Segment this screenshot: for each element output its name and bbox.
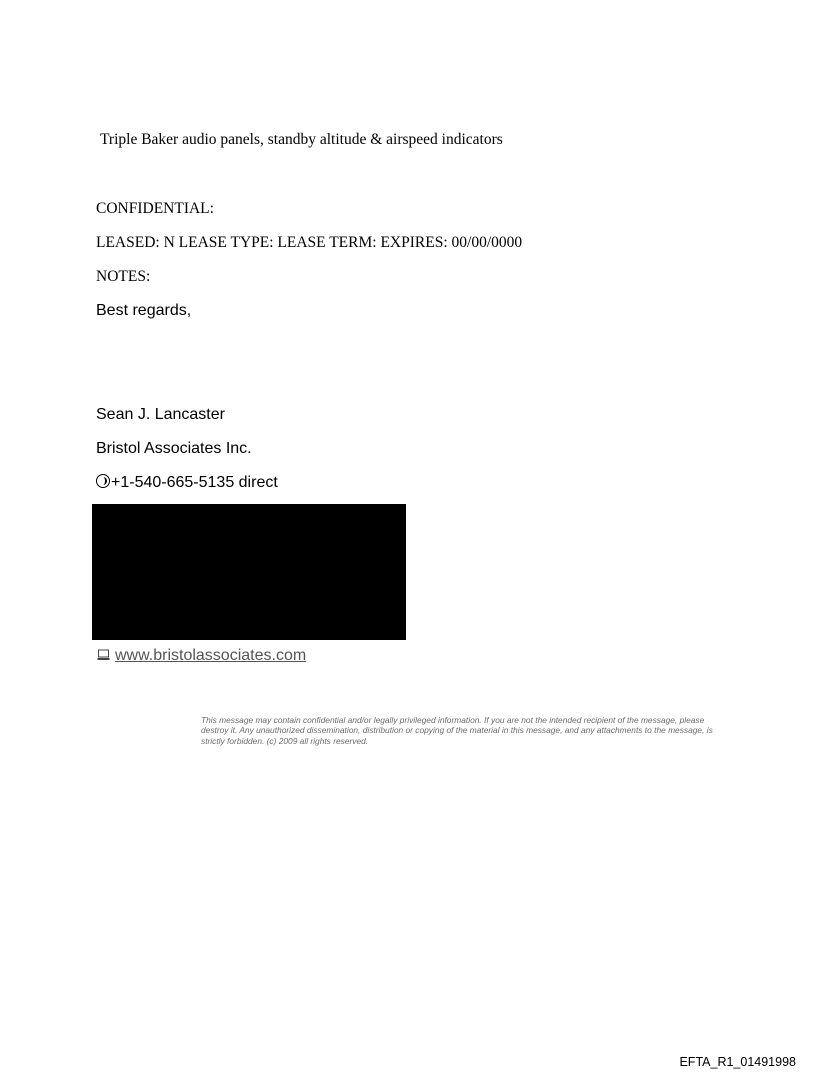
phone-number: +1-540-665-5135 direct xyxy=(111,474,278,491)
signature-name: Sean J. Lancaster xyxy=(96,406,225,423)
confidential-label: CONFIDENTIAL: xyxy=(96,200,214,217)
notes-label: NOTES: xyxy=(96,268,151,285)
phone-circle-icon xyxy=(96,474,110,488)
legal-disclaimer: This message may contain confidential and/or legally privileged information. If you are not the intended recipient of the message, please destroy it. Any unauthorized dissemination, distribution or copying of the material in this message, and any attachments to the message, is strictly forbidden. (c) 2009 all rights reserved. xyxy=(201,715,713,746)
signature-phone-line xyxy=(96,474,278,492)
lease-info-line: LEASED: N LEASE TYPE: LEASE TERM: EXPIRES: 00/00/0000 xyxy=(96,234,523,251)
website-link[interactable]: www.bristolassociates.com xyxy=(115,647,307,664)
aircraft-specs-line: Triple Baker audio panels, standby altitude & airspeed indicators xyxy=(100,131,503,148)
redacted-image-block xyxy=(92,504,406,640)
computer-icon xyxy=(97,649,110,661)
document-id: EFTA_R1_01491998 xyxy=(679,1055,796,1069)
closing-text: Best regards, xyxy=(96,302,192,319)
signature-company: Bristol Associates Inc. xyxy=(96,440,252,457)
website-line xyxy=(97,647,306,665)
